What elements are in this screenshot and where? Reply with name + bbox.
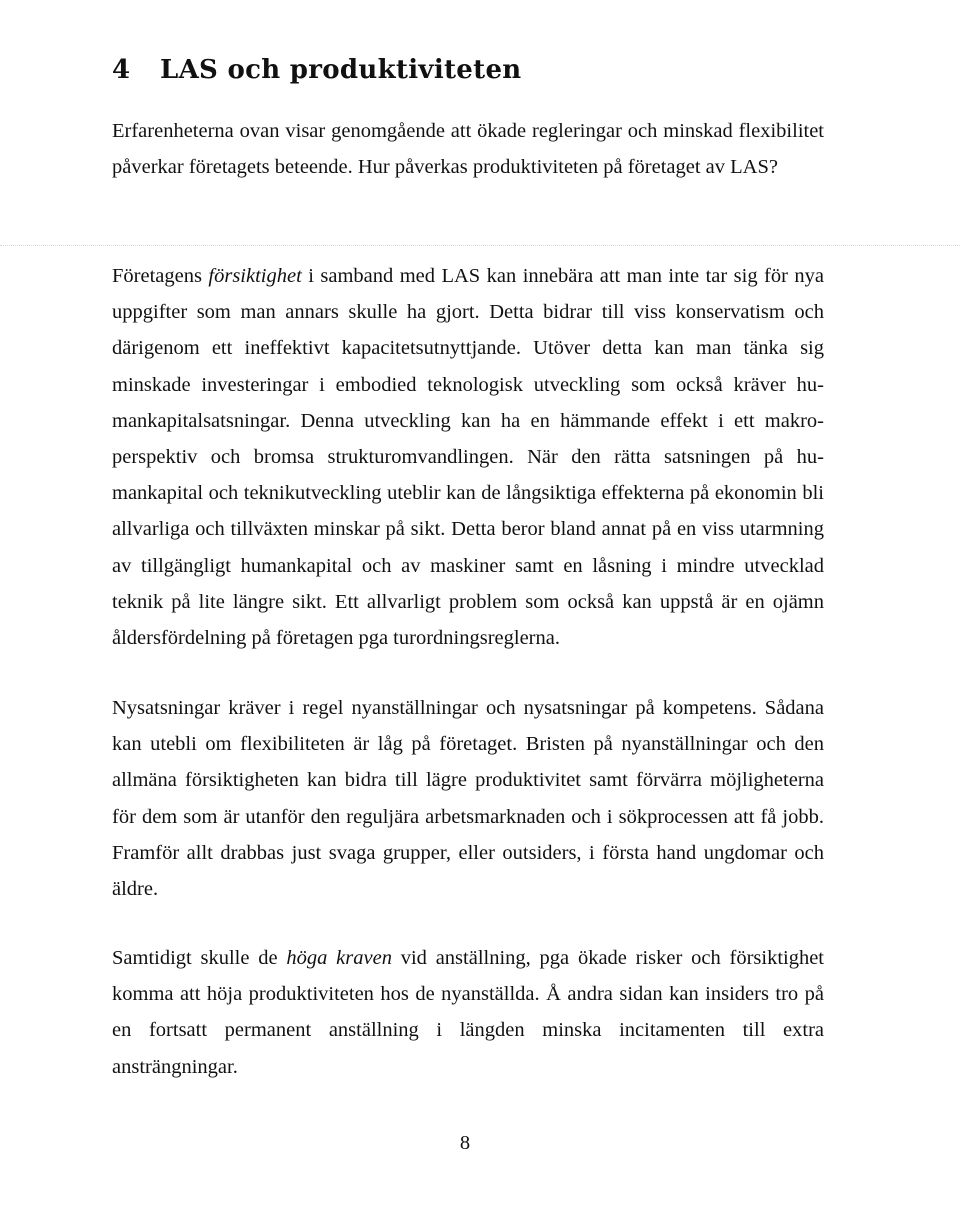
paragraph-4 [112, 940, 824, 1085]
paragraph-2-emphasis: försiktighet [208, 265, 302, 287]
paragraph-1 [112, 113, 824, 185]
paragraph-1-text: Erfarenheterna ovan visar genomgående att ökade regleringar och minskad flexibilitet påverkar företagets beteende. Hur påverkas produktiviteten på företaget av LAS? [112, 120, 824, 179]
paragraph-3-text: Nysatsningar kräver i regel nyanställningar och nysatsningar på kompetens. Sådana kan utebli om flexibiliteten är låg på företaget. Bristen på nyanställningar och den allmäna försiktigheten kan bidra till lägre produktivitet samt förvärra möjligheterna för dem som är utanför den reguljära arbetsmarknaden och i sökprocessen att få jobb. Framför allt drabbas just svaga grupper, eller outsiders, i första hand ungdomar och äldre. [112, 697, 824, 901]
paragraph-2 [112, 258, 824, 656]
scan-artifact-line [0, 245, 960, 246]
page-number: 8 [459, 1132, 471, 1154]
paragraph-4-lead: Samtidigt skulle de [112, 947, 287, 969]
paragraph-4-rest: vid anställning, pga ökade risker och försiktighet komma att höja produktiviteten hos de nyanställda. Å andra sidan kan insiders tro på en fortsatt permanent anställning i längden minska incitamenten till extra ansträngningar. [112, 947, 825, 1078]
paragraph-4-emphasis: höga kraven [286, 947, 392, 969]
section-number: 4 [112, 55, 131, 85]
paragraph-3 [112, 690, 824, 907]
paragraph-2-rest: i samband med LAS kan innebära att man inte tar sig för nya uppgifter som man annars skulle ha gjort. Detta bidrar till viss konservatism och därigenom ett ineffektivt kapacitetsutnyttjande. Utöver detta kan man tänka sig minskade investeringar i embodied teknologisk utveckling som också kräver humankapitalsatsningar. Denna utveckling kan ha en hämmande effekt i ett makroperspektiv och bromsa strukturomvandlingen. När den rätta satsningen på humankapital och teknikutveckling uteblir kan de långsiktiga effekterna på ekonomin bli allvarliga och tillväxten minskar på sikt. Detta beror bland annat på en viss utarmning av tillgängligt humankapital och av maskiner samt en låsning i mindre utvecklad teknik på lite längre sikt. Ett allvarligt problem som också kan uppstå är en ojämn åldersfördelning på företagen pga turordningsreglerna. [112, 265, 825, 650]
section-title: LAS och produktiviteten [160, 55, 522, 85]
section-heading [112, 50, 522, 90]
paragraph-2-lead: Företagens [112, 265, 209, 287]
